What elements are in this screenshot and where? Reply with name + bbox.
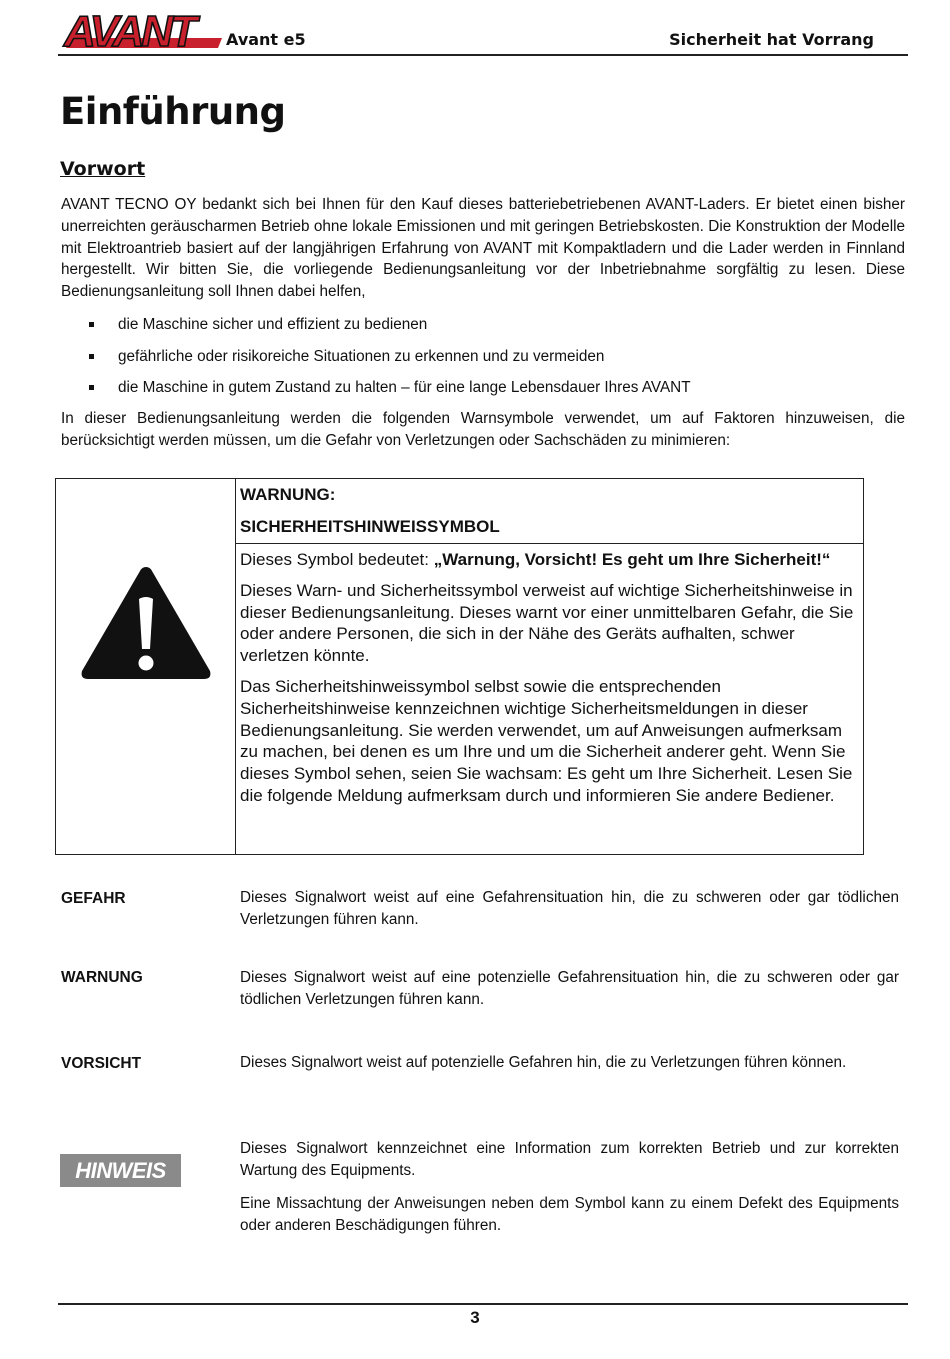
warning-body <box>240 549 860 816</box>
bullet-icon <box>89 354 94 359</box>
avant-logo <box>58 8 226 52</box>
warning-paragraph-1: Dieses Symbol bedeutet: „Warnung, Vorsicht! Es geht um Ihre Sicherheit!“ <box>240 550 831 569</box>
hinweis-badge: HINWEIS <box>60 1154 181 1187</box>
bullet-list <box>88 314 691 409</box>
intro-paragraph: AVANT TECNO OY bedankt sich bei Ihnen für den Kauf dieses batteriebetriebenen AVANT-Laders. Er bietet einen bisher unerreichten geräuscharmen Betrieb ohne lokale Emissionen und mit geringen Betriebskosten. Die Konstruktion der Modelle mit Elektroantrieb basiert auf der langjährigen Erfahrung von AVANT mit Kompaktladern und die Lader werden in Finnland hergestellt. Wir bitten Sie, die vorliegende Bedienungsanleitung vor der Inbetriebnahme sorgfältig zu lesen. Diese Bedienungsanleitung soll Ihnen dabei helfen, <box>61 196 905 301</box>
warnsymbol-intro: In dieser Bedienungsanleitung werden die folgenden Warnsymbole verwendet, um auf Faktoren hinzuweisen, die berücksichtigt werden müssen, um die Gefahr von Verletzungen oder Sachschäden zu minimieren: <box>61 410 905 449</box>
section-title: Sicherheit hat Vorrang <box>669 30 874 49</box>
footer-divider <box>58 1303 908 1305</box>
bullet-icon <box>89 322 94 327</box>
warnung-text: Dieses Signalwort weist auf eine potenzielle Gefahrensituation hin, die zu schweren oder gar tödlichen Verletzungen führen kann. <box>240 969 899 1009</box>
page-number: 3 <box>470 1308 480 1327</box>
page-title: Einführung <box>60 90 286 133</box>
bullet-icon <box>89 385 94 390</box>
warning-heading <box>236 479 863 544</box>
page-header <box>58 6 908 56</box>
section-subtitle: Vorwort <box>60 158 146 180</box>
gefahr-text: Dieses Signalwort weist auf eine Gefahrensituation hin, die zu schweren oder gar tödlichen Verletzungen führen kann. <box>240 889 899 929</box>
svg-text:AVANT: AVANT <box>64 8 195 52</box>
warning-icon-cell <box>56 479 236 854</box>
vorsicht-text: Dieses Signalwort weist auf potenzielle Gefahren hin, die zu Verletzungen führen können. <box>240 1054 847 1071</box>
warning-paragraph-3: Das Sicherheitshinweissymbol selbst sowie die entsprechenden Sicherheitshinweise kennzeichnen wichtige Sicherheitsmeldungen in dieser Bedienungsanleitung. Sie werden verwendet, um auf Anweisungen aufmerksam zu machen, bei denen es um Ihre und um die Sicherheit anderer geht. Wenn Sie dieses Symbol sehen, seien Sie wachsam: Es geht um Ihre Sicherheit. Lesen Sie die folgende Meldung aufmerksam durch und informieren Sie andere Bediener. <box>240 676 853 805</box>
hinweis-text-2: Eine Missachtung der Anweisungen neben dem Symbol kann zu einem Defekt des Equipments oder anderen Beschädigungen führen. <box>240 1195 899 1235</box>
warning-heading-2: SICHERHEITSHINWEISSYMBOL <box>240 517 500 536</box>
warning-heading-1: WARNUNG: <box>240 485 336 504</box>
gefahr-label: GEFAHR <box>61 890 126 907</box>
warning-box <box>55 478 864 855</box>
list-item: die Maschine in gutem Zustand zu halten – für eine lange Lebensdauer Ihres AVANT <box>88 377 691 409</box>
hinweis-text-1: Dieses Signalwort kennzeichnet eine Information zum korrekten Betrieb und zur korrekten Wartung des Equipments. <box>240 1140 899 1180</box>
warning-paragraph-2: Dieses Warn- und Sicherheitssymbol verweist auf wichtige Sicherheitshinweise in dieser Bedienungsanleitung. Dieses warnt vor einer unmittelbaren Gefahr, die Sie oder andere Personen, die sich in der Nähe des Geräts aufhalten, schwer verletzen könnte. <box>240 580 854 666</box>
list-item: gefährliche oder risikoreiche Situationen zu erkennen und zu vermeiden <box>88 346 691 378</box>
list-item: die Maschine sicher und effizient zu bedienen <box>88 314 691 346</box>
warnung-label: WARNUNG <box>61 969 143 986</box>
vorsicht-label: VORSICHT <box>61 1055 142 1072</box>
warning-triangle-icon <box>78 563 214 683</box>
model-name: Avant e5 <box>226 30 306 49</box>
